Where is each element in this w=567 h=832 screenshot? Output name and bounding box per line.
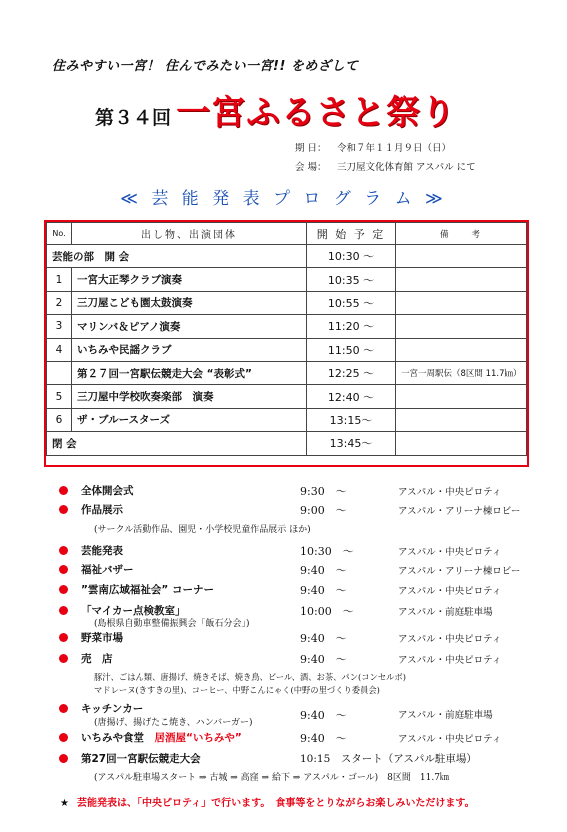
item-label: 作品展示: [81, 504, 123, 516]
list-item: [0, 630, 567, 646]
item-time: 9:30 ～: [300, 485, 347, 498]
row-note: [396, 291, 527, 314]
item-place: アスパル・中央ピロティ: [398, 547, 502, 558]
item-label: 芸能発表: [81, 545, 123, 557]
item-place: アスパル・中央ピロティ: [398, 487, 502, 498]
row-note: [396, 408, 527, 431]
venue-line: [295, 159, 476, 173]
row-item: マリンバ＆ピアノ演奏: [72, 315, 307, 338]
item-label: 全体開会式: [81, 485, 134, 497]
row-no: [47, 361, 72, 384]
row-item: 閉 会: [47, 432, 307, 455]
row-time: 11:20 ～: [307, 315, 396, 338]
item-label: キッチンカー: [81, 703, 144, 715]
row-time: 10:55 ～: [307, 291, 396, 314]
date-key: 期 日：: [295, 143, 327, 154]
venue-value: 三刀屋文化体育館 アスパル にて: [337, 162, 476, 173]
table-row: [47, 291, 527, 314]
item-label: [81, 730, 242, 745]
title-main: 一宮ふるさと祭り: [176, 93, 457, 133]
table-row: [47, 245, 527, 268]
venue-key: 会 場：: [295, 162, 327, 173]
table-row: [47, 385, 527, 408]
row-note: 一宮一周駅伝（8区間 11.7㎞）: [396, 361, 527, 384]
bullet-icon: [59, 733, 68, 742]
row-time: 13:45～: [307, 432, 396, 455]
table-header-row: [47, 223, 527, 245]
list-item: [0, 603, 567, 619]
bullet-icon: [59, 704, 68, 713]
item-time: 10:00 ～: [300, 605, 354, 618]
header-item: 出し物、出演団体: [72, 223, 307, 245]
table-row: [47, 338, 527, 361]
item-time: 9:40 ～: [300, 632, 347, 645]
item-sub: (唐揚げ、揚げたこ焼き、ハンバーガー): [94, 718, 253, 728]
item-time: 9:40 ～: [300, 584, 347, 597]
date-value: 令和７年１１月９日（日）: [337, 143, 452, 154]
row-item: 三刀屋中学校吹奏楽部 演奏: [72, 385, 307, 408]
table-row: [47, 268, 527, 291]
row-time: 10:35 ～: [307, 268, 396, 291]
slogan: 住みやすい一宮！ 住んでみたい一宮!! をめざして: [52, 59, 359, 74]
item-sub: (アスパル駐車場スタート ⇒ 古城 ⇒ 高窪 ⇒ 給下 ⇒ アスパル・ゴール) 8区間 11.7㎞: [94, 773, 449, 783]
list-item: [0, 543, 567, 559]
row-no: 1: [47, 268, 72, 291]
row-no: 5: [47, 385, 72, 408]
list-item: [0, 651, 567, 667]
header-time: 開 始 予 定: [307, 223, 396, 245]
table-row: [47, 408, 527, 431]
row-note: [396, 268, 527, 291]
program-table: [44, 220, 529, 467]
row-note: [396, 432, 527, 455]
list-item: [0, 730, 567, 746]
item-sub: (島根県自動車整備振興会「飯石分会」): [94, 619, 250, 629]
footer-note: [60, 794, 475, 809]
item-label: 売 店: [81, 653, 113, 665]
list-item: [0, 502, 567, 518]
row-item: ザ・ブルースターズ: [72, 408, 307, 431]
event-title: [95, 85, 456, 134]
item-time: 9:40 ～: [300, 653, 347, 666]
bullet-icon: [59, 505, 68, 514]
row-item: 三刀屋こども園太鼓演奏: [72, 291, 307, 314]
item-place: アスパル・中央ピロティ: [398, 734, 502, 745]
program-title: ≪ 芸 能 発 表 プ ロ グ ラ ム ≫: [120, 189, 447, 209]
header-note: 備 考: [396, 223, 527, 245]
item-label: ”雲南広域福祉会” コーナー: [81, 584, 214, 596]
item-place: アスパル・中央ピロティ: [398, 634, 502, 645]
row-note: [396, 385, 527, 408]
row-item: いちみや民謡クラブ: [72, 338, 307, 361]
row-time: 10:30 ～: [307, 245, 396, 268]
bullet-icon: [59, 633, 68, 642]
date-line: [295, 140, 451, 154]
list-item: [0, 751, 567, 767]
item-label-red: 居酒屋“いちみや”: [154, 732, 242, 744]
row-item: 芸能の部 開 会: [47, 245, 307, 268]
item-time: 9:40 ～: [300, 564, 347, 577]
item-sub: 豚汁、ごはん類、唐揚げ、焼きそば、焼き鳥、ビール、酒、お茶、パン(コンセルボ): [94, 672, 406, 682]
item-place: アスパル・中央ピロティ: [398, 586, 502, 597]
item-time: 9:40 ～: [300, 709, 347, 722]
item-label: 野菜市場: [81, 632, 123, 644]
bullet-icon: [59, 654, 68, 663]
row-note: [396, 338, 527, 361]
table-row: [47, 315, 527, 338]
bullet-icon: [59, 546, 68, 555]
item-place: アスパル・中央ピロティ: [398, 655, 502, 666]
list-item: [0, 562, 567, 578]
table-row: [47, 361, 527, 384]
footer-text: 芸能発表は、「中央ピロティ」で行います。 食事等をとりながらお楽しみいただけます。: [76, 798, 475, 809]
row-no: 4: [47, 338, 72, 361]
row-time: 12:40 ～: [307, 385, 396, 408]
row-note: [396, 315, 527, 338]
item-time: 9:40 ～: [300, 732, 347, 745]
item-place: アスパル・前庭駐車場: [398, 710, 493, 721]
row-item: 第２７回一宮駅伝競走大会 “表彰式”: [72, 361, 307, 384]
bullet-icon: [59, 754, 68, 763]
row-note: [396, 245, 527, 268]
item-place: アスパル・アリーナ棟ロビー: [398, 566, 521, 577]
header-no: No.: [47, 223, 72, 245]
item-place: アスパル・前庭駐車場: [398, 607, 493, 618]
row-no: 2: [47, 291, 72, 314]
list-item: [0, 582, 567, 598]
item-label-main: いちみや食堂: [81, 732, 144, 744]
item-time: 9:00 ～: [300, 504, 347, 517]
list-item: [0, 701, 567, 722]
item-label: 「マイカー点検教室」: [81, 605, 186, 617]
item-time: 10:15 スタート（アスパル駐車場）: [300, 753, 477, 765]
bullet-icon: [59, 565, 68, 574]
item-label: 第27回一宮駅伝競走大会: [81, 753, 201, 765]
row-time: 12:25 ～: [307, 361, 396, 384]
table-row: [47, 432, 527, 455]
row-item: 一宮大正琴クラブ演奏: [72, 268, 307, 291]
bullet-icon: [59, 585, 68, 594]
row-time: 11:50 ～: [307, 338, 396, 361]
row-no: 6: [47, 408, 72, 431]
title-prefix: 第３４回: [95, 107, 172, 129]
item-sub: (サークル活動作品、園児・小学校児童作品展示 ほか): [94, 525, 311, 535]
item-sub: マドレーヌ(きすきの里)、コーヒー、中野こんにゃく(中野の里づくり委員会): [94, 685, 380, 695]
row-time: 13:15～: [307, 408, 396, 431]
bullet-icon: [59, 486, 68, 495]
item-time: 10:30 ～: [300, 545, 354, 558]
star-icon: ★: [60, 798, 69, 809]
row-no: 3: [47, 315, 72, 338]
bullet-icon: [59, 606, 68, 615]
item-place: アスパル・アリーナ棟ロビー: [398, 506, 521, 517]
item-label: 福祉バザー: [81, 564, 134, 576]
list-item: [0, 483, 567, 499]
